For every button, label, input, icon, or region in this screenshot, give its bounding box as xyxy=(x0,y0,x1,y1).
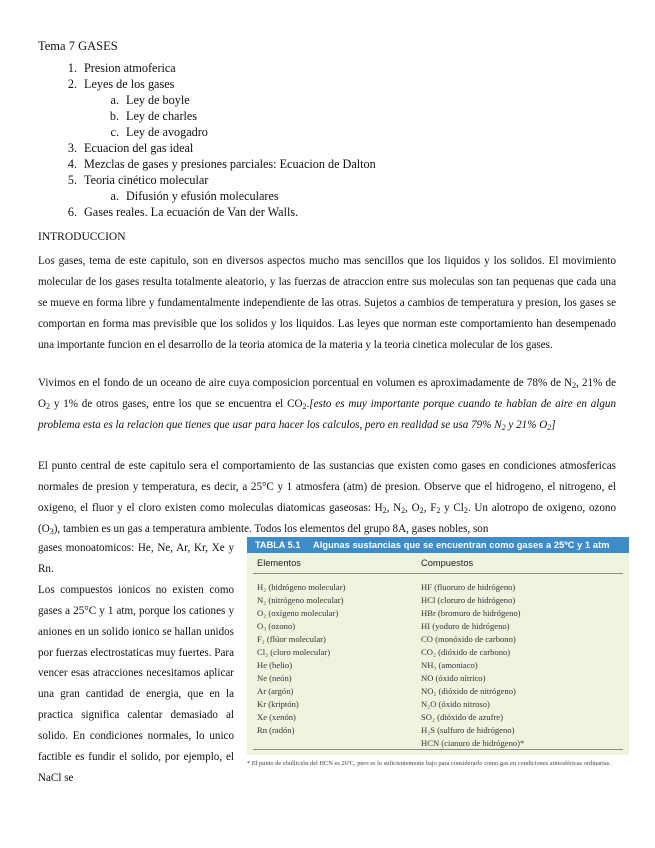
list-item: H₂ (hidrógeno molecular) xyxy=(257,582,346,592)
outline-item: 4. Mezclas de gases y presiones parciales: Ecuacion de Dalton xyxy=(67,157,376,171)
column-header-compounds: Compuestos xyxy=(421,558,474,568)
list-item: HBr (bromuro de hidrógeno) xyxy=(421,608,521,618)
paragraph-intro: Los gases, tema de este capitulo, son en diversos aspectos mucho mas sencillos que los liquidos y los solidos. El movimiento molecular de los gases resulta totalmente aleatorio, y las fuerzas de atraccion entre sus moleculas son tan pequenas que cada una se mueve en forma libre y fundamentalmente independiente de las otras. Sujetos a cambios de temperatura y presion, los gases se comportan en forma mas previsible que los solidos y los liquidos. Las leyes que norman este comportamiento han desempenado una importante funcion en el desarrollo de la teoria atomica de la materia y la teoria cinetica molecular de los gases. xyxy=(38,255,616,351)
list-item: H₂S (sulfuro de hidrógeno) xyxy=(421,725,515,735)
paragraph-monoatomic: gases monoatomicos: He, Ne, Ar, Kr, Xe y Rn. xyxy=(38,542,234,575)
table-divider xyxy=(253,749,623,750)
list-item: CO₂ (dióxido de carbono) xyxy=(421,647,511,657)
list-item: Ar (argón) xyxy=(257,686,294,696)
list-item: N₂O (óxido nitroso) xyxy=(421,699,490,709)
list-item: F₂ (flúor molecular) xyxy=(257,634,326,644)
section-heading: INTRODUCCION xyxy=(38,231,126,243)
outline-item: 2. Leyes de los gases xyxy=(67,77,175,91)
list-item: O₂ (oxígeno molecular) xyxy=(257,608,339,618)
outline-subitem: a. Ley de boyle xyxy=(110,93,190,107)
compounds-list xyxy=(421,581,524,750)
outline-item: 3. Ecuacion del gas ideal xyxy=(67,141,194,155)
table-divider xyxy=(253,573,623,574)
table-footnote: * El punto de ebullición del HCN es 26ºC, pero es lo suficientemente bajo para considerarlo como gas en condiciones atmosféricas ordinarias. xyxy=(247,760,611,767)
gases-table xyxy=(247,537,629,755)
column-header-elements: Elementos xyxy=(257,558,301,568)
list-item: HCN (cianuro de hidrógeno)* xyxy=(421,738,525,748)
outline-subitem: c. Ley de avogadro xyxy=(110,125,208,139)
table-caption: Algunas sustancias que se encuentran como gases a 25ºC y 1 atm xyxy=(313,540,610,550)
paragraph-air-composition: Vivimos en el fondo de un oceano de aire cuya composicion porcentual en volumen es aproximadamente de 78% de $N_2$, 21% de $O_2$ y 1% de otros gases, entre los que se encuentra el $CO_2.[esto$ es muy importante porque cuando te hablan de aire en algun problema esta es la relacion que tienes que usar para hacer los calculos, pero en realidad se usa 79% $N_2$ y 21% $O_2$] xyxy=(38,377,617,432)
list-item: CO (monóxido de carbono) xyxy=(421,634,516,644)
list-item: Xe (xenón) xyxy=(257,712,296,722)
italic-note: [esto es muy importante porque cuando te hablan de aire en algun problema esta es la relacion que tienes que usar para hacer los calculos, pero en realidad se usa 79% $N_2$ y 21% $O_2$] xyxy=(38,397,617,432)
topic-outline xyxy=(38,60,376,220)
table-header-bar xyxy=(247,537,629,553)
outline-item: 6. Gases reales. La ecuación de Van der Walls. xyxy=(67,205,299,219)
elements-list xyxy=(257,581,345,737)
list-item: NO (óxido nítrico) xyxy=(421,673,486,683)
document-title: Tema 7 GASES xyxy=(38,39,118,53)
list-item: HF (fluoruro de hidrógeno) xyxy=(421,582,516,592)
list-item: N₂ (nitrógeno molecular) xyxy=(257,595,344,605)
paragraph-ionic-compounds: Los compuestos ionicos no existen como gases a 25°C y 1 atm, porque los cationes y aniones en un solido ionico se hallan unidos por fuerzas electrostaticas muy fuertes. Para vencer esas atracciones necesitamos aplicar una gran cantidad de energia, que en la practica significa calentar demasiado al solido. En condiciones normales, lo unico factible es fundir el solido, por ejemplo, el NaCl se xyxy=(38,583,234,784)
list-item: HCl (cloruro de hidrógeno) xyxy=(421,595,516,605)
list-item: Rn (radón) xyxy=(257,725,295,735)
left-column-text xyxy=(38,538,234,789)
paragraph-gas-elements: El punto central de este capitulo sera el comportamiento de las sustancias que existen como gases en condiciones atmosfericas normales de presion y temperatura, es decir, a 25°C y 1 atmosfera (atm) de presion. Observe que el hidrogeno, el nitrogeno, el oxigeno, el fluor y el cloro existen como moleculas diatomicas gaseosas: $H_2$, $N_2$, $O_2$, $F_2$ y $Cl_2$. Un alotropo de oxigeno, ozono $(O_3)$, tambien es un gas a temperatura ambiente. Todos los elementos del grupo 8A, gases nobles, son xyxy=(38,460,616,536)
list-item: SO₂ (dióxido de azufre) xyxy=(421,712,503,722)
outline-subitem: b. Ley de charles xyxy=(109,109,198,123)
outline-item: 5. Teoria cinético molecular xyxy=(67,173,209,187)
table-number: TABLA 5.1 xyxy=(255,540,301,550)
list-item: Cl₂ (cloro molecular) xyxy=(257,647,331,657)
outline-item: 1. Presion atmoferica xyxy=(67,61,176,75)
list-item: O₃ (ozono) xyxy=(257,621,296,631)
list-item: He (helio) xyxy=(257,660,293,670)
list-item: Kr (kriptón) xyxy=(257,699,299,709)
list-item: Ne (neón) xyxy=(257,673,292,683)
list-item: NO₂ (dióxido de nitrógeno) xyxy=(421,686,516,696)
list-item: NH₃ (amoniaco) xyxy=(421,660,478,670)
list-item: HI (yoduro de hidrógeno) xyxy=(421,621,510,631)
outline-subitem: a. Difusión y efusión moleculares xyxy=(110,189,279,203)
